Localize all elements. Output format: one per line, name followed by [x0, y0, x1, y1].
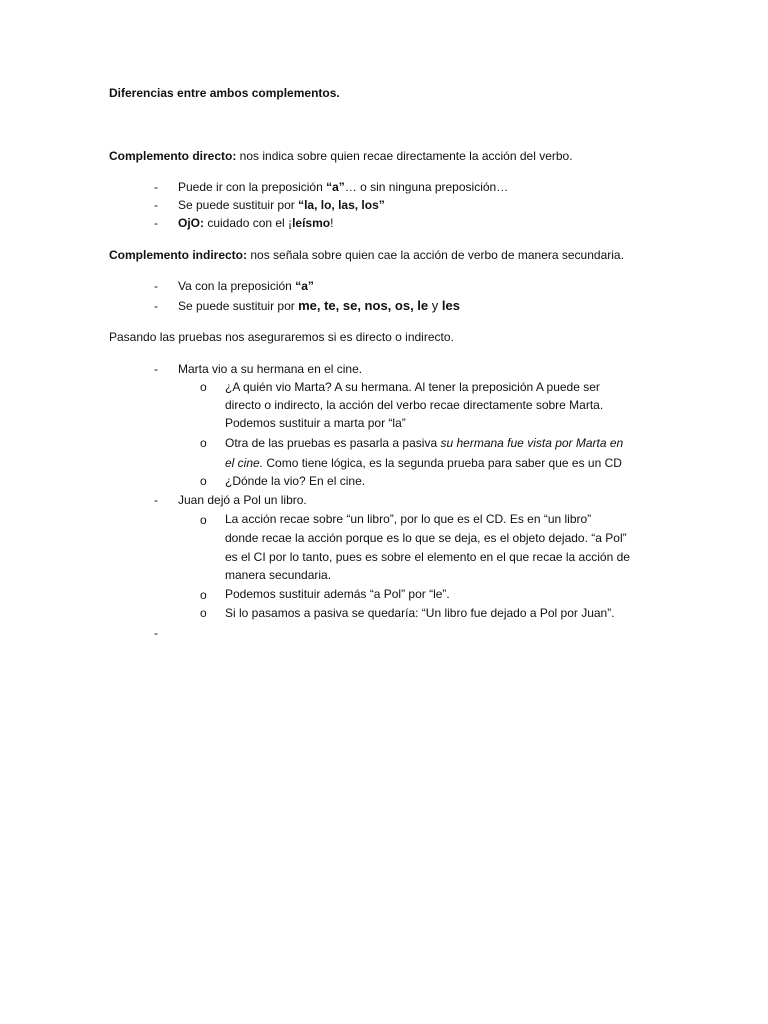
circle-bullet: o [200, 513, 207, 527]
dash-bullet: - [154, 198, 158, 212]
dash-bullet: - [154, 493, 158, 507]
example-2-sub3: Si lo pasamos a pasiva se quedaría: “Un libro fue dejado a Pol por Juan”. [225, 606, 615, 620]
cd-label: Complemento directo: [109, 149, 237, 163]
dash-bullet: - [154, 626, 158, 640]
example-2-sub1-line1: La acción recae sobre “un libro”, por lo que es el CD. Es en “un libro” [225, 512, 592, 526]
example-1-title: Marta vio a su hermana en el cine. [178, 362, 363, 376]
example-1-sub2-line1: Otra de las pruebas es pasarla a pasiva su hermana fue vista por Marta en [225, 436, 624, 450]
dash-bullet: - [154, 180, 158, 194]
example-1-sub1-line2: directo o indirecto, la acción del verbo recae directamente sobre Marta. [225, 398, 604, 412]
cd-item-2: Se puede sustituir por “la, lo, las, los” [178, 198, 385, 212]
ci-definition [109, 246, 624, 265]
example-1-sub3: ¿Dónde la vio? En el cine. [225, 474, 366, 488]
example-1-sub2-line2: el cine. Como tiene lógica, es la segunda prueba para saber que es un CD [225, 456, 622, 470]
ci-item-1: Va con la preposición “a” [178, 279, 314, 293]
ci-item-2: Se puede sustituir por me, te, se, nos, os, le y les [178, 298, 460, 313]
cd-item-3: OjO: cuidado con el ¡leísmo! [178, 216, 334, 230]
example-1-sub1-line1: ¿A quién vio Marta? A su hermana. Al tener la preposición A puede ser [225, 380, 600, 394]
circle-bullet: o [200, 474, 207, 488]
pruebas-intro: Pasando las pruebas nos aseguraremos si es directo o indirecto. [109, 330, 454, 344]
example-2-sub1-line3: es el CI por lo tanto, pues es sobre el elemento en el que recae la acción de [225, 550, 630, 564]
example-1-sub1-line3: Podemos sustituir a marta por “la” [225, 416, 406, 430]
circle-bullet: o [200, 436, 207, 450]
example-2-sub1-line2: donde recae la acción porque es lo que se deja, es el objeto dejado. “a Pol” [225, 531, 627, 545]
example-2-sub2: Podemos sustituir además “a Pol” por “le”. [225, 587, 450, 601]
cd-text: nos indica sobre quien recae directamente la acción del verbo. [236, 149, 573, 163]
dash-bullet: - [154, 216, 158, 230]
circle-bullet: o [200, 588, 207, 602]
ci-label: Complemento indirecto: [109, 248, 248, 262]
example-2-title: Juan dejó a Pol un libro. [178, 493, 307, 507]
circle-bullet: o [200, 606, 207, 620]
cd-item-1: Puede ir con la preposición “a”… o sin ninguna preposición… [178, 180, 509, 194]
cd-definition [109, 147, 573, 166]
dash-bullet: - [154, 299, 158, 313]
dash-bullet: - [154, 362, 158, 376]
document-title: Diferencias entre ambos complementos. [109, 86, 340, 100]
ci-text: nos señala sobre quien cae la acción de verbo de manera secundaria. [247, 248, 624, 262]
example-2-sub1-line4: manera secundaria. [225, 568, 332, 582]
circle-bullet: o [200, 380, 207, 394]
dash-bullet: - [154, 279, 158, 293]
